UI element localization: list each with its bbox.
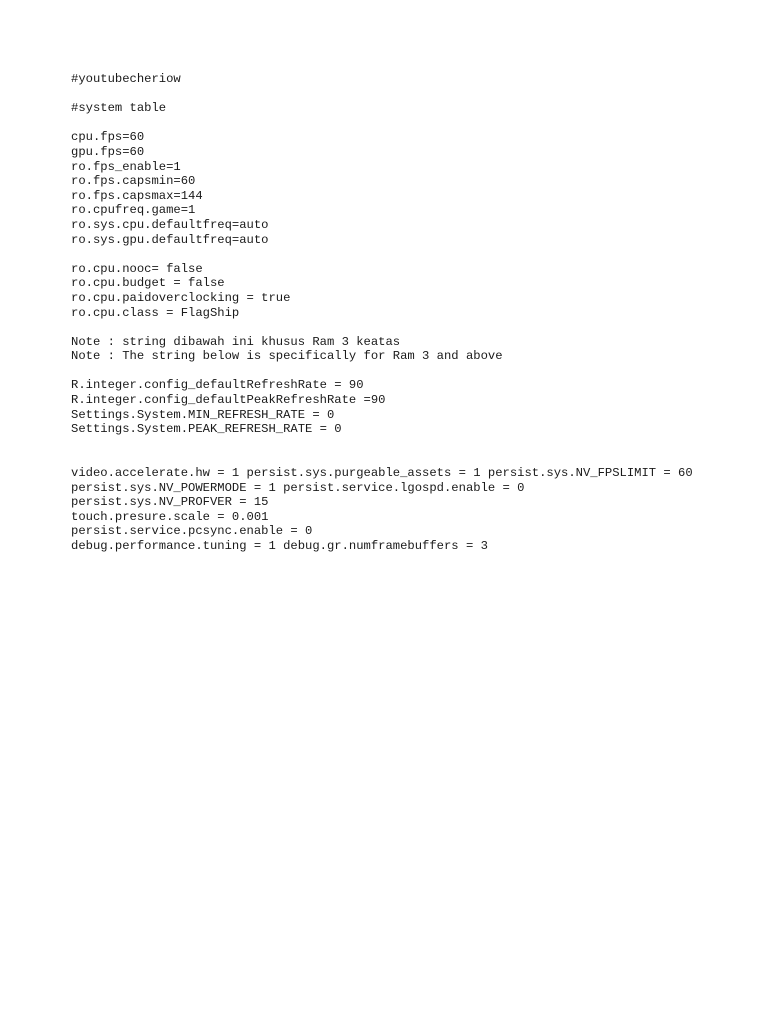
refresh-settings-block [71, 378, 751, 436]
setting-line: persist.service.pcsync.enable = 0 [71, 524, 313, 539]
setting-line: gpu.fps=60 [71, 144, 145, 159]
setting-line: ro.cpu.paidoverclocking = true [71, 290, 291, 305]
setting-line: persist.sys.NV_PROFVER = 15 [71, 495, 269, 510]
setting-line: ro.sys.gpu.defaultfreq=auto [71, 232, 269, 247]
setting-line: ro.cpu.nooc= false [71, 261, 203, 276]
setting-line: ro.sys.cpu.defaultfreq=auto [71, 217, 269, 232]
setting-line: Settings.System.PEAK_REFRESH_RATE = 0 [71, 422, 342, 437]
hashtag-line: #youtubecheriow [71, 72, 181, 86]
note-line: Note : The string below is specifically for Ram 3 and above [71, 349, 503, 364]
setting-line: ro.cpufreq.game=1 [71, 203, 196, 218]
setting-line: ro.cpu.class = FlagShip [71, 305, 240, 320]
setting-line: cpu.fps=60 [71, 130, 145, 145]
setting-line: R.integer.config_defaultRefreshRate = 90 [71, 378, 364, 393]
notes-block [71, 335, 751, 364]
section-title: #system table [71, 101, 167, 116]
setting-line: ro.fps_enable=1 [71, 159, 181, 174]
document-body [71, 72, 751, 554]
note-line: Note : string dibawah ini khusus Ram 3 keatas [71, 334, 401, 349]
setting-line: ro.fps.capsmax=144 [71, 188, 203, 203]
setting-line: ro.cpu.budget = false [71, 276, 225, 291]
fps-settings-block [71, 130, 751, 247]
misc-settings-block [71, 466, 751, 554]
setting-line: debug.performance.tuning = 1 debug.gr.numframebuffers = 3 [71, 539, 488, 553]
setting-line: R.integer.config_defaultPeakRefreshRate =90 [71, 393, 386, 408]
cpu-settings-block [71, 262, 751, 320]
setting-paragraph: video.accelerate.hw = 1 persist.sys.purgeable_assets = 1 persist.sys.NV_FPSLIMIT = 60 persist.sys.NV_POWERMODE = 1 persist.service.lgospd.enable = 0 [71, 466, 693, 495]
setting-line: touch.presure.scale = 0.001 [71, 509, 269, 524]
setting-line: ro.fps.capsmin=60 [71, 174, 196, 189]
setting-line: Settings.System.MIN_REFRESH_RATE = 0 [71, 407, 335, 422]
